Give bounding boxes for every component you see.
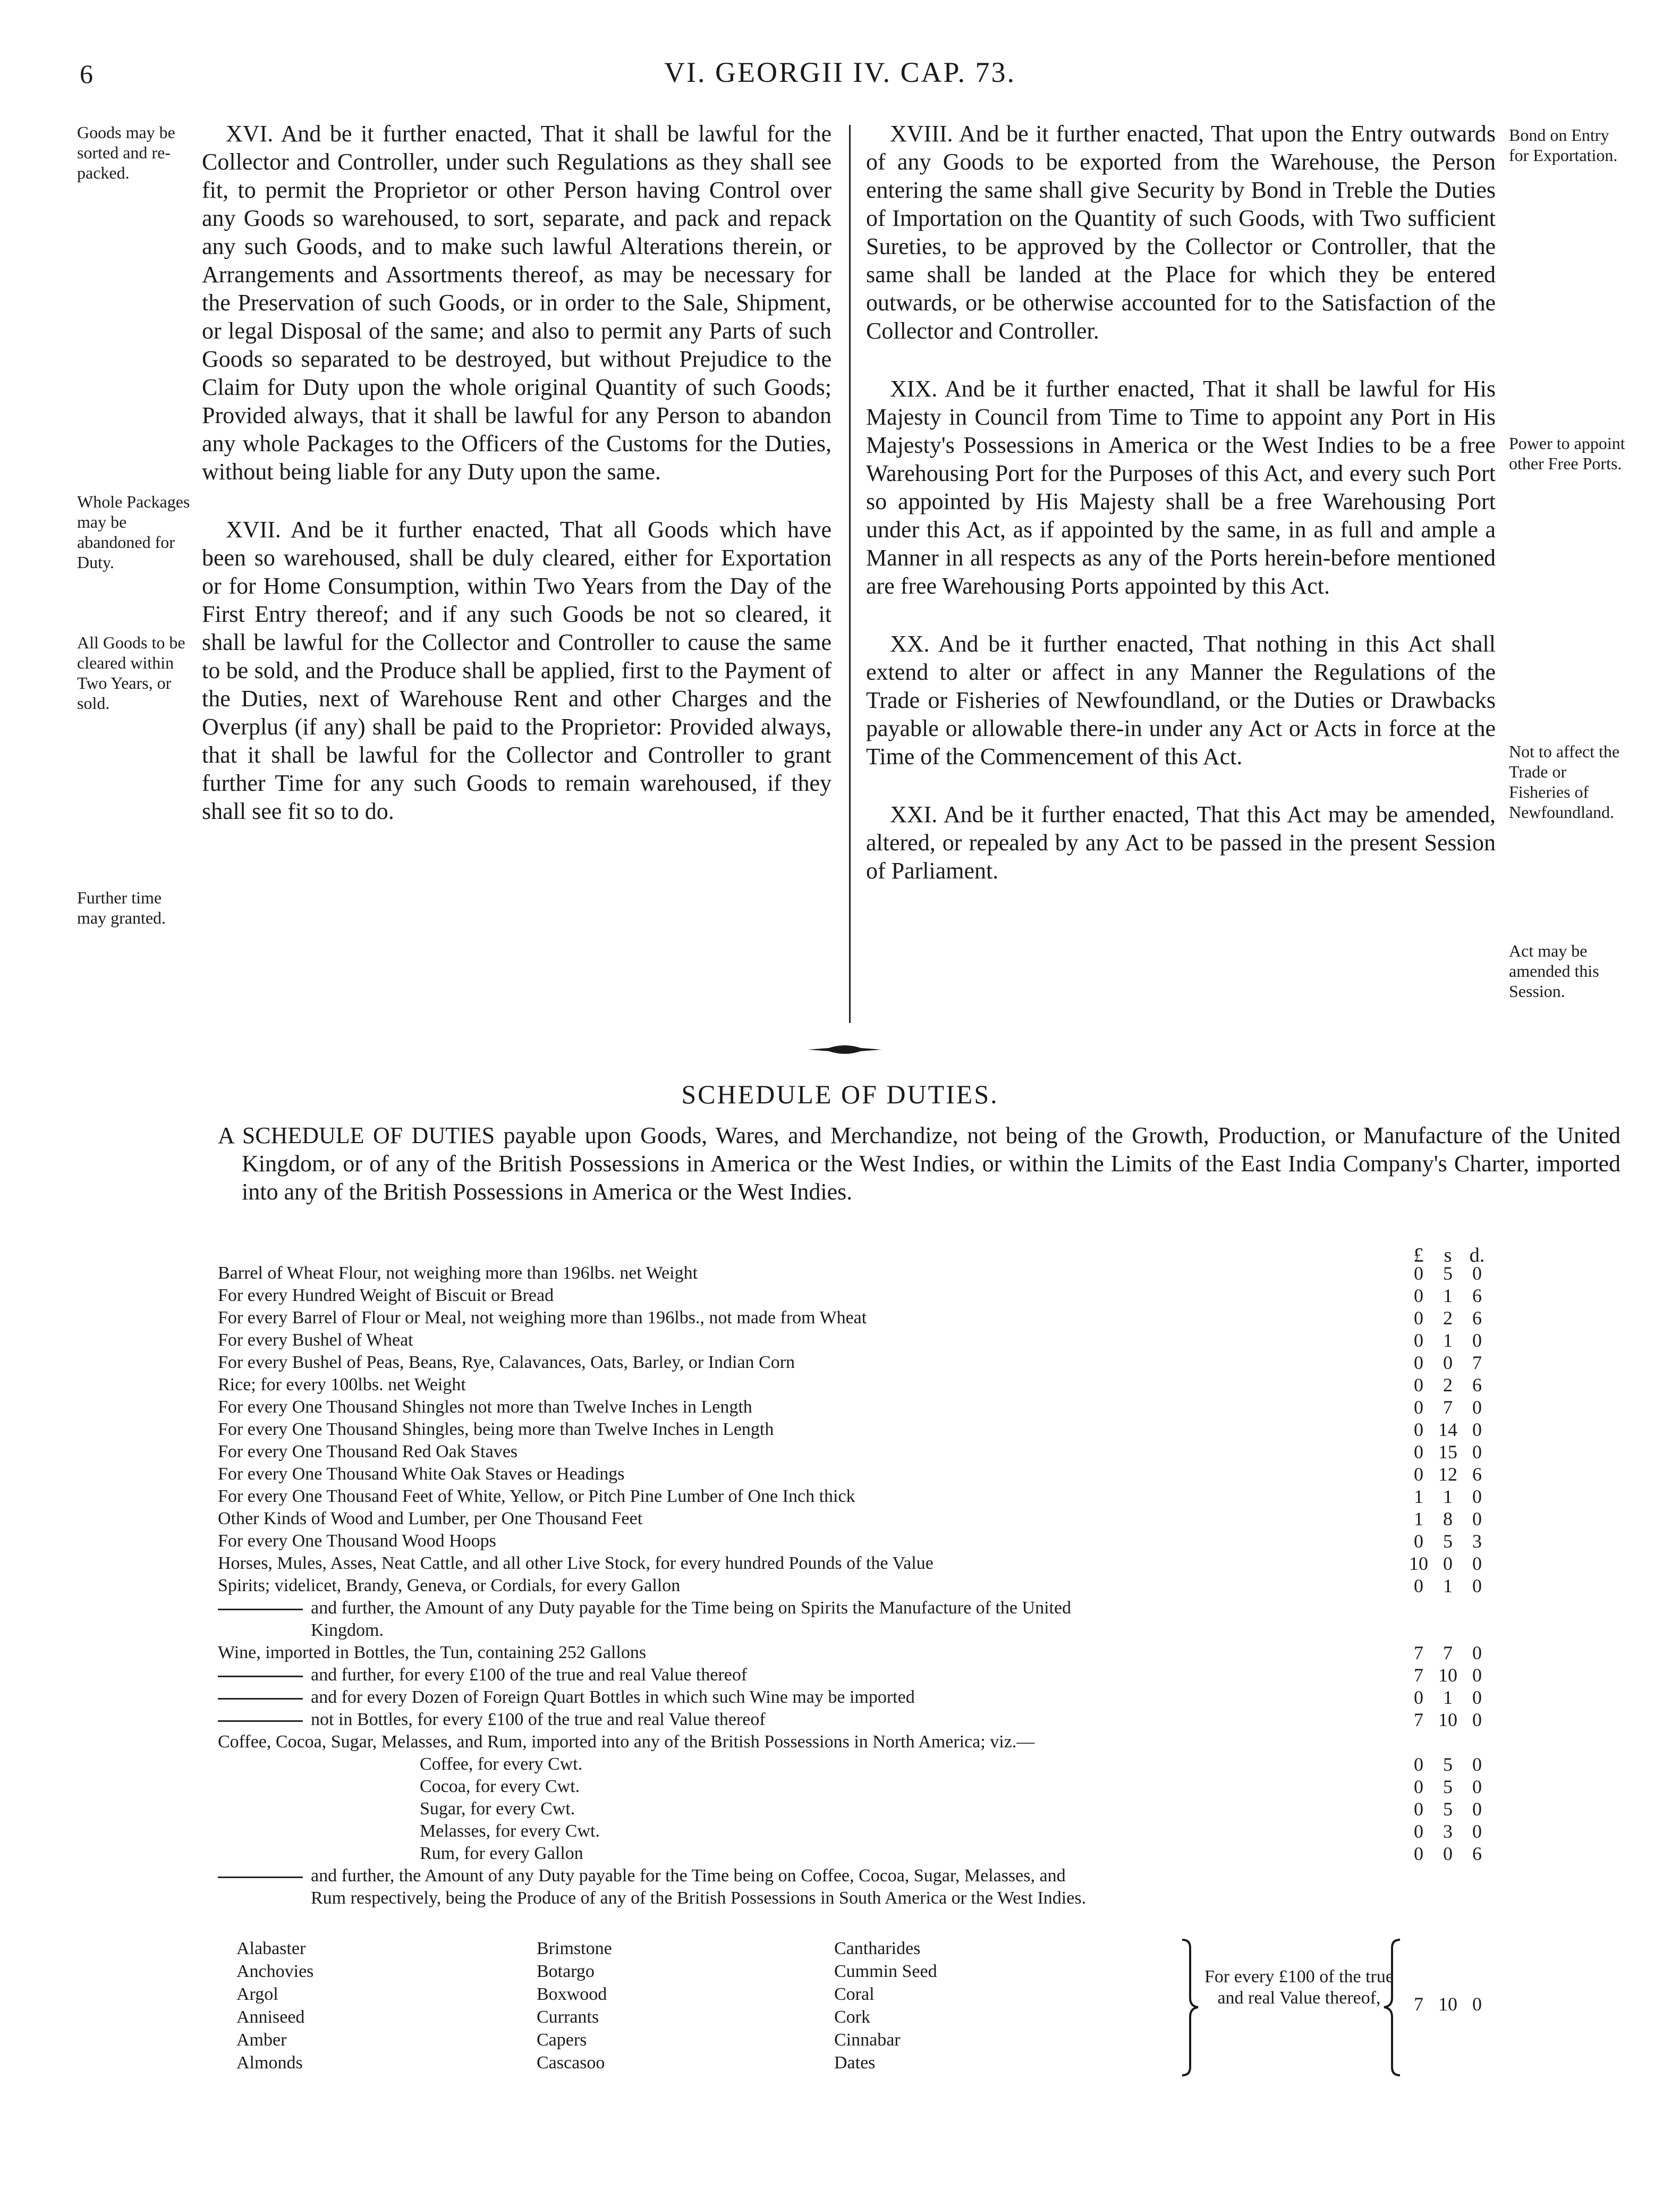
duty-pounds: 0 — [1414, 1352, 1423, 1373]
right-column — [866, 120, 1496, 915]
schedule-intro-text: A SCHEDULE OF DUTIES payable upon Goods, Wares, and Merchandize, not being of the Growth, Production, or Manufacture of the United Kingdom, or of any of the British Possessions in America or the West Indies, or within the Limits of the East India Company's Charter, imported into any of the British Possessions in America or the West Indies. — [218, 1122, 1620, 1205]
duty-row-text: Kingdom. — [311, 1620, 384, 1640]
duty-row — [218, 1642, 1514, 1664]
duty-row — [218, 1262, 1514, 1284]
duty-row — [218, 1619, 1514, 1642]
duty-pence: 0 — [1472, 1754, 1482, 1775]
running-head: VI. GEORGII IV. CAP. 73. — [664, 56, 1016, 88]
duty-row — [218, 1843, 1514, 1865]
duty-row — [218, 1664, 1514, 1686]
duty-shillings: 1 — [1443, 1575, 1453, 1596]
duty-row — [218, 1820, 1514, 1843]
duty-row-text: Spirits; videlicet, Brandy, Geneva, or Cordials, for every Gallon — [218, 1576, 681, 1595]
duty-row — [218, 1307, 1514, 1329]
goods-item: Cummin Seed — [834, 1962, 937, 1981]
goods-column-3 — [834, 1937, 937, 2074]
duty-row — [218, 1552, 1514, 1575]
duty-pounds: 0 — [1414, 1330, 1423, 1351]
duty-row-text: For every One Thousand Feet of White, Yellow, or Pitch Pine Lumber of One Inch thick — [218, 1486, 855, 1506]
duty-pence: 0 — [1472, 1419, 1482, 1440]
duty-row-text: For every Barrel of Flour or Meal, not weighing more than 196lbs., not made from Wheat — [218, 1308, 867, 1328]
duty-row-text: Rice; for every 100lbs. net Weight — [218, 1375, 466, 1394]
duty-row-text: For every One Thousand Wood Hoops — [218, 1531, 496, 1551]
duty-row-text: and further, the Amount of any Duty payable for the Time being on Spirits the Manufacture of the United — [311, 1598, 1072, 1618]
goods-item: Cork — [834, 2007, 870, 2027]
duty-pence: 0 — [1472, 1709, 1482, 1730]
duty-row — [218, 1530, 1514, 1552]
brace-pence: 0 — [1472, 1993, 1482, 2015]
duty-pounds: 0 — [1414, 1285, 1423, 1306]
duty-row-text: For every Hundred Weight of Biscuit or Bread — [218, 1286, 554, 1305]
margin-note-right: Power to appoint other Free Ports. — [1509, 434, 1625, 473]
duty-pounds: 0 — [1414, 1843, 1423, 1864]
duty-pence: 6 — [1472, 1285, 1482, 1306]
duty-pence: 0 — [1472, 1776, 1482, 1797]
duty-pence: 0 — [1472, 1798, 1482, 1820]
duty-row-text: For every One Thousand Shingles not more than Twelve Inches in Length — [218, 1397, 752, 1417]
margin-note-right: Act may be amended this Session. — [1509, 941, 1599, 1001]
duty-pence: 0 — [1472, 1263, 1482, 1284]
duty-pounds: 0 — [1414, 1575, 1423, 1596]
duty-shillings: 0 — [1443, 1553, 1453, 1574]
duty-shillings: 12 — [1438, 1464, 1457, 1485]
duty-row-text: Other Kinds of Wood and Lumber, per One Thousand Feet — [218, 1509, 643, 1528]
duty-row — [218, 1798, 1514, 1820]
duty-row — [218, 1441, 1514, 1463]
goods-column-2 — [537, 1937, 612, 2074]
duty-shillings: 10 — [1438, 1709, 1457, 1730]
duty-shillings: 7 — [1443, 1642, 1453, 1663]
duty-shillings: 15 — [1438, 1441, 1457, 1463]
goods-item: Alabaster — [236, 1939, 306, 1958]
duty-pounds: 0 — [1414, 1776, 1423, 1797]
duty-pounds: 0 — [1414, 1531, 1423, 1552]
goods-column-1 — [236, 1937, 313, 2074]
goods-item: Argol — [236, 1984, 278, 2004]
duty-shillings: 2 — [1443, 1374, 1453, 1396]
duty-pence: 0 — [1472, 1486, 1482, 1507]
duty-row — [218, 1508, 1514, 1530]
duty-row — [218, 1709, 1514, 1731]
duty-shillings: 1 — [1443, 1486, 1453, 1507]
duty-pence: 0 — [1472, 1575, 1482, 1596]
duty-row-text: Melasses, for every Cwt. — [420, 1821, 600, 1841]
ornament-rule — [808, 1042, 882, 1058]
duty-pence: 0 — [1472, 1664, 1482, 1686]
goods-item: Botargo — [537, 1962, 595, 1981]
goods-item: Amber — [236, 2030, 287, 2050]
duty-row-text: and for every Dozen of Foreign Quart Bottles in which such Wine may be imported — [311, 1687, 915, 1707]
duty-row-text: Cocoa, for every Cwt. — [420, 1777, 580, 1796]
duty-shillings: 5 — [1443, 1263, 1453, 1284]
goods-item: Capers — [537, 2030, 587, 2050]
dash-rule — [218, 1676, 303, 1677]
duty-pounds: 0 — [1414, 1374, 1423, 1396]
duty-shillings: 14 — [1438, 1419, 1457, 1440]
duty-row-text: For every One Thousand Red Oak Staves — [218, 1442, 518, 1461]
schedule-title: SCHEDULE OF DUTIES. — [681, 1079, 999, 1109]
duty-row-text: Coffee, for every Cwt. — [420, 1754, 583, 1774]
duty-row-text: not in Bottles, for every £100 of the true and real Value thereof — [311, 1710, 766, 1729]
section-xxi — [866, 800, 1496, 885]
section-text: XVII. And be it further enacted, That all Goods which have been so warehoused, shall be duly cleared, either for Exportation or for Home Consumption, within Two Years from the Day of the First Entry thereof; and if any such Goods be not so cleared, it shall be lawful for the Collector and Controller to cause the same to be sold, and the Produce shall be applied, first to the Payment of the Duties, next of Warehouse Rent and other Charges and the Overplus (if any) shall be paid to the Proprietor: Provided always, that it shall be lawful for the Collector and Controller to grant further Time for any such Goods to remain warehoused, if they shall see fit so to do. — [202, 517, 831, 824]
duty-row-text: and further, the Amount of any Duty payable for the Time being on Coffee, Cocoa, Sugar, Melasses, and — [311, 1866, 1066, 1886]
duty-shillings: 1 — [1443, 1687, 1453, 1708]
duty-row — [218, 1485, 1514, 1508]
duty-shillings: 7 — [1443, 1397, 1453, 1418]
margin-note-left: Goods may be sorted and re-packed. — [77, 123, 175, 182]
duty-row — [218, 1396, 1514, 1418]
duty-pence: 6 — [1472, 1307, 1482, 1329]
brace-pounds: 7 — [1414, 1993, 1423, 2015]
goods-item: Dates — [834, 2053, 876, 2073]
goods-item: Cinnabar — [834, 2030, 901, 2050]
duty-row — [218, 1463, 1514, 1485]
duty-pence: 0 — [1472, 1642, 1482, 1663]
duty-pence: 0 — [1472, 1508, 1482, 1529]
section-xix — [866, 375, 1496, 600]
duty-shillings: 5 — [1443, 1754, 1453, 1775]
duty-row-text: For every Bushel of Wheat — [218, 1330, 413, 1350]
duty-row — [218, 1731, 1514, 1753]
margin-note-left: All Goods to be cleared within Two Years, or sold. — [77, 633, 185, 713]
goods-item: Boxwood — [537, 1984, 607, 2004]
duty-shillings: 5 — [1443, 1798, 1453, 1820]
margin-note-right: Not to affect the Trade or Fisheries of Newfoundland. — [1509, 742, 1620, 822]
duty-shillings: 1 — [1443, 1330, 1453, 1351]
duty-pence: 0 — [1472, 1330, 1482, 1351]
duty-row — [218, 1329, 1514, 1351]
pence-header: d. — [1469, 1244, 1485, 1266]
margin-note-left: Further time may granted. — [77, 888, 166, 927]
brace-text: For every £100 of the true and real Value thereof, — [1204, 1967, 1394, 2008]
dash-rule — [218, 1609, 303, 1610]
section-xx — [866, 630, 1496, 771]
section-xviii — [866, 120, 1496, 345]
duty-pence: 6 — [1472, 1464, 1482, 1485]
duty-pounds: 0 — [1414, 1464, 1423, 1485]
section-xvi — [202, 120, 831, 486]
section-text: XVIII. And be it further enacted, That upon the Entry outwards of any Goods to be exported from the Warehouse, the Person entering the same shall give Security by Bond in Treble the Duties of Importation on the Quantity of such Goods, with Two sufficient Sureties, to be approved by the Collector or Controller, that the same shall be landed at the Place for which they be entered outwards, or be otherwise accounted for to the Satisfaction of the Collector and Controller. — [866, 121, 1496, 344]
left-column — [202, 120, 831, 855]
duty-row — [218, 1284, 1514, 1307]
brace-shillings: 10 — [1438, 1993, 1457, 2015]
duty-pence: 3 — [1472, 1531, 1482, 1552]
duty-shillings: 0 — [1443, 1352, 1453, 1373]
duty-pence: 6 — [1472, 1374, 1482, 1396]
duty-row-text: Wine, imported in Bottles, the Tun, containing 252 Gallons — [218, 1643, 647, 1662]
goods-item: Cascasoo — [537, 2053, 605, 2073]
duty-row-text: Barrel of Wheat Flour, not weighing more than 196lbs. net Weight — [218, 1263, 698, 1283]
duty-pounds: 0 — [1414, 1307, 1423, 1329]
shillings-header: s — [1444, 1244, 1452, 1266]
duty-pounds: 0 — [1414, 1441, 1423, 1463]
page-number: 6 — [80, 59, 93, 89]
goods-item: Anniseed — [236, 2007, 305, 2027]
schedule-intro — [218, 1121, 1620, 1206]
goods-item: Currants — [537, 2007, 599, 2027]
duty-shillings: 8 — [1443, 1508, 1453, 1529]
goods-item: Anchovies — [236, 1962, 314, 1981]
duty-shillings: 5 — [1443, 1776, 1453, 1797]
duty-row-text: Coffee, Cocoa, Sugar, Melasses, and Rum, imported into any of the British Possessions in North America; viz.— — [218, 1732, 1035, 1752]
duty-pounds: 7 — [1414, 1664, 1423, 1686]
duty-row-text: Rum, for every Gallon — [420, 1844, 583, 1863]
duty-table — [218, 1262, 1514, 1909]
duty-pence: 0 — [1472, 1441, 1482, 1463]
duty-shillings: 1 — [1443, 1285, 1453, 1306]
duty-row — [218, 1597, 1514, 1619]
duty-pounds: 7 — [1414, 1709, 1423, 1730]
duty-row — [218, 1753, 1514, 1776]
duty-shillings: 5 — [1443, 1531, 1453, 1552]
duty-pounds: 0 — [1414, 1397, 1423, 1418]
section-xvii — [202, 515, 831, 825]
duty-pence: 0 — [1472, 1821, 1482, 1842]
duty-pounds: 1 — [1414, 1486, 1423, 1507]
dash-rule — [218, 1698, 303, 1700]
section-text: XX. And be it further enacted, That nothing in this Act shall extend to alter or affect in any Manner the Regulations of the Trade or Fisheries of Newfoundland, or the Duties or Drawbacks payable or allowable there-in under any Act or Acts in force at the Time of the Commencement of this Act. — [866, 631, 1496, 770]
duty-pounds: 1 — [1414, 1508, 1423, 1529]
duty-row — [218, 1351, 1514, 1374]
duty-row-text: For every Bushel of Peas, Beans, Rye, Calavances, Oats, Barley, or Indian Corn — [218, 1353, 795, 1372]
duty-row-text: For every One Thousand White Oak Staves or Headings — [218, 1464, 625, 1484]
goods-item: Coral — [834, 1984, 875, 2004]
goods-item: Cantharides — [834, 1939, 921, 1958]
duty-row-text: and further, for every £100 of the true and real Value thereof — [311, 1665, 748, 1685]
duty-row — [218, 1887, 1514, 1909]
duty-shillings: 3 — [1443, 1821, 1453, 1842]
duty-pence: 6 — [1472, 1843, 1482, 1864]
duty-pounds: 10 — [1409, 1553, 1428, 1574]
duty-row — [218, 1865, 1514, 1887]
column-divider — [849, 125, 851, 1023]
dash-rule — [218, 1720, 303, 1722]
duty-pounds: 0 — [1414, 1263, 1423, 1284]
duty-pence: 0 — [1472, 1397, 1482, 1418]
duty-row — [218, 1686, 1514, 1709]
duty-pounds: 7 — [1414, 1642, 1423, 1663]
duty-pounds: 0 — [1414, 1798, 1423, 1820]
duty-row-text: Rum respectively, being the Produce of any of the British Possessions in South America or the West Indies. — [311, 1888, 1087, 1908]
duty-row-text: For every One Thousand Shingles, being more than Twelve Inches in Length — [218, 1419, 774, 1439]
pounds-header: £ — [1413, 1244, 1424, 1266]
section-text: XVI. And be it further enacted, That it shall be lawful for the Collector and Controller, under such Regulations as they shall see fit, to permit the Proprietor or other Person having Control over any Goods so warehoused, to sort, separate, and pack and repack any such Goods, and to make such lawful Alterations therein, or Arrangements and Assortments thereof, as may be necessary for the Preservation of such Goods, or in order to the Sale, Shipment, or legal Disposal of the same; and also to permit any Parts of such Goods so separated to be destroyed, but without Prejudice to the Claim for Duty upon the whole original Quantity of such Goods; Provided always, that it shall be lawful for any Person to abandon any whole Packages to the Officers of the Customs for the Duties, without being liable for any Duty upon the same. — [202, 121, 831, 485]
dash-rule — [218, 1877, 303, 1878]
duty-row-text: Horses, Mules, Asses, Neat Cattle, and all other Live Stock, for every hundred Pounds of the Value — [218, 1553, 934, 1573]
duty-pence: 0 — [1472, 1687, 1482, 1708]
duty-row — [218, 1776, 1514, 1798]
section-text: XIX. And be it further enacted, That it shall be lawful for His Majesty in Council from Time to Time to appoint any Port in His Majesty's Possessions in America or the West Indies to be a free Warehousing Port for the Purposes of this Act, and every such Port so appointed by His Majesty shall be a free Warehousing Port under this Act, as if appointed by the same, in as full and ample a Manner in all respects as any of the Ports herein-before mentioned are free Warehousing Ports appointed by this Act. — [866, 376, 1496, 599]
goods-item: Almonds — [236, 2053, 303, 2073]
section-text: XXI. And be it further enacted, That this Act may be amended, altered, or repealed by any Act to be passed in the present Session of Parliament. — [866, 801, 1496, 884]
duty-shillings: 10 — [1438, 1664, 1457, 1686]
duty-pence: 0 — [1472, 1553, 1482, 1574]
duty-pence: 7 — [1472, 1352, 1482, 1373]
duty-row-text: Sugar, for every Cwt. — [420, 1799, 575, 1819]
margin-note-left: Whole Packages may be abandoned for Duty. — [77, 492, 190, 572]
duty-row — [218, 1575, 1514, 1597]
duty-pounds: 0 — [1414, 1754, 1423, 1775]
duty-row — [218, 1418, 1514, 1441]
goods-item: Brimstone — [537, 1939, 612, 1958]
duty-pounds: 0 — [1414, 1687, 1423, 1708]
duty-shillings: 0 — [1443, 1843, 1453, 1864]
margin-note-right: Bond on Entry for Exportation. — [1509, 125, 1618, 165]
duty-shillings: 2 — [1443, 1307, 1453, 1329]
duty-pounds: 0 — [1414, 1821, 1423, 1842]
duty-row — [218, 1374, 1514, 1396]
duty-pounds: 0 — [1414, 1419, 1423, 1440]
